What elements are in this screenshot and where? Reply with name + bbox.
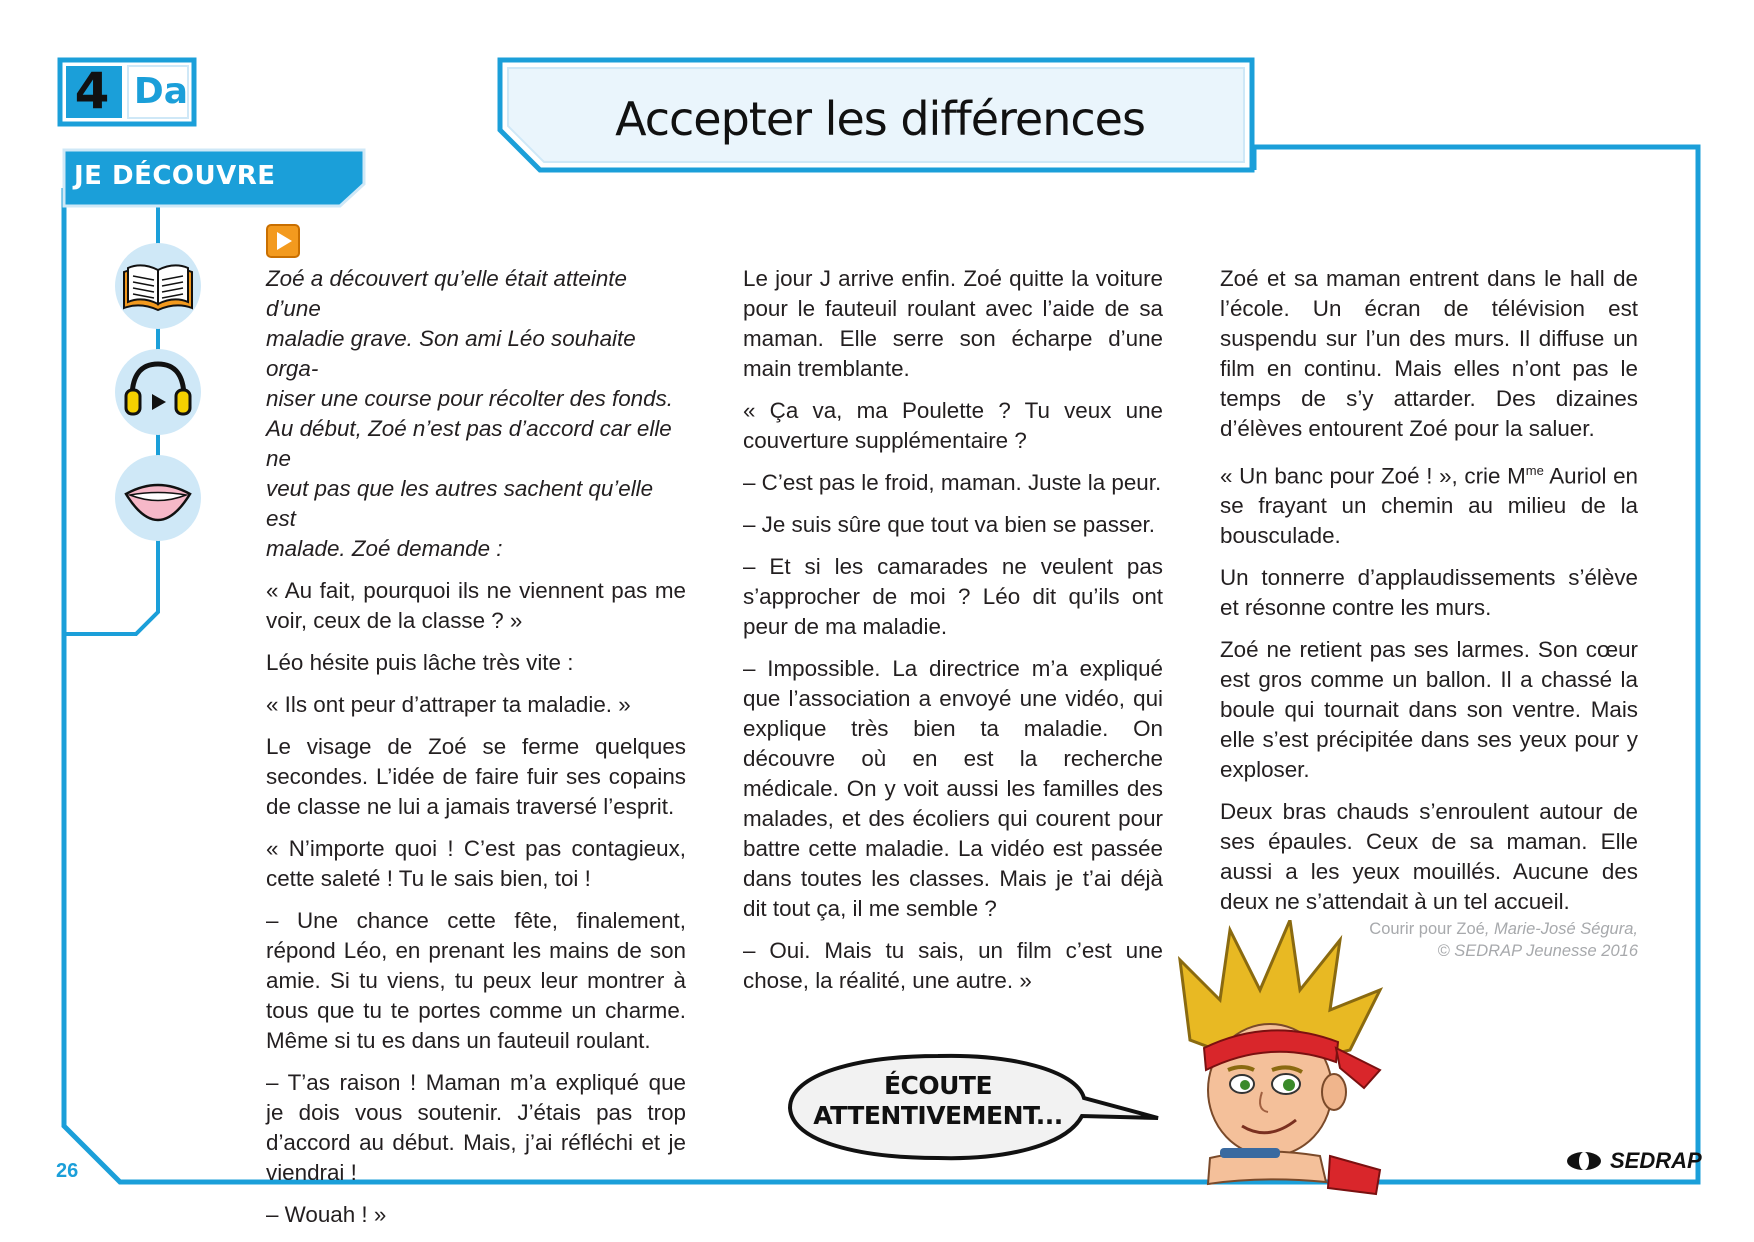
page-title: Accepter les différences (615, 92, 1145, 146)
mouth-icon (114, 454, 202, 542)
page-number: 26 (56, 1160, 79, 1182)
intro-line: Zoé a découvert qu’elle était atteinte d’une (266, 266, 627, 321)
paragraph: « Ça va, ma Poulette ? Tu veux une couverture supplémentaire ? (743, 398, 1163, 453)
copyright: © SEDRAP Jeunesse 2016 (1437, 942, 1638, 960)
paragraph: – Impossible. La directrice m’a expliqué que l’association a envoyé une vidéo, qui explique très bien ta maladie. On découvre où en est la recherche médicale. On y voit aussi les familles des malades, et des écoliers qui courent pour battre cette maladie. La vidéo est passée dans toutes les classes. Mais je t’ai déjà dit tout ça, il me semble ? (743, 656, 1163, 921)
intro-line: maladie grave. Son ami Léo souhaite orga- (266, 326, 636, 381)
paragraph: Un tonnerre d’applaudissements s’élève et résonne contre les murs. (1220, 565, 1638, 621)
mascot-boy-illustration (1150, 920, 1410, 1200)
paragraph: – Je suis sûre que tout va bien se passer. (743, 512, 1155, 537)
book-author: , Marie-José Ségura, (1484, 920, 1638, 938)
intro-line: niser une course pour récolter des fonds. (266, 386, 673, 411)
unit-code: Da (133, 71, 189, 112)
brand-name: SEDRAP (1610, 1148, 1702, 1173)
paragraph: – T’as raison ! Maman m’a expliqué que je dois vous soutenir. J’étais pas trop d’accord au début. Mais, j’ai réfléchi et je viendrai ! (266, 1070, 686, 1185)
paragraph: Le jour J arrive enfin. Zoé quitte la voiture pour le fauteuil roulant avec l’aide de sa maman. Elle serre son écharpe d’une main tremblante. (743, 266, 1163, 381)
paragraph: – Oui. Mais tu sais, un film c’est une chose, la réalité, une autre. » (743, 938, 1163, 993)
superscript: me (1525, 463, 1544, 478)
paragraph: Zoé ne retient pas ses larmes. Son cœur est gros comme un ballon. Il a chassé la boule qui tournait dans son ventre. Mais elle s’est précipitée dans ses yeux pour y exploser. (1220, 637, 1638, 783)
unit-number: 4 (74, 62, 110, 120)
bubble-line: ATTENTIVEMENT... (813, 1101, 1063, 1130)
paragraph: « N’importe quoi ! C’est pas contagieux, cette saleté ! Tu le sais bien, toi ! (266, 836, 686, 891)
paragraph: – Une chance cette fête, finalement, répond Léo, en prenant les mains de son amie. Si tu viens, tu peux leur montrer à tous que tu te portes comme un charme. Même si tu es dans un fauteuil roulant. (266, 908, 686, 1053)
paragraph: Deux bras chauds s’enroulent autour de ses épaules. Ceux de sa maman. Elle aussi a les yeux mouillés. Aucune des deux ne s’attendait à un tel accueil. (1220, 799, 1638, 915)
paragraph: – Et si les camarades ne veulent pas s’approcher de moi ? Léo dit qu’ils ont peur de ma maladie. (743, 554, 1163, 639)
paragraph: Léo hésite puis lâche très vite : (266, 650, 574, 675)
intro-line: Au début, Zoé n’est pas d’accord car elle ne (266, 416, 672, 471)
paragraph: Zoé et sa maman entrent dans le hall de l’école. Un écran de télévision est suspendu sur l’un des murs. Il diffuse un film en continu. Mais elles n’ont pas le temps de s’y attarder. Des dizaines d’élèves entourent Zoé pour la saluer. (1220, 266, 1638, 441)
paragraph-part: Auriol en se frayant un chemin au milieu de la bousculade. (1220, 463, 1638, 549)
text-column-1 (266, 264, 686, 1242)
text-column-2 (743, 264, 1163, 1008)
headphones-icon (114, 348, 202, 436)
intro-line: malade. Zoé demande : (266, 536, 503, 561)
paragraph: « Au fait, pourquoi ils ne viennent pas me voir, ceux de la classe ? » (266, 578, 686, 633)
section-label: JE DÉCOUVRE (74, 161, 276, 191)
paragraph: « Ils ont peur d’attraper ta maladie. » (266, 692, 631, 717)
sedrap-logo-icon (1566, 1151, 1602, 1171)
paragraph: Le visage de Zoé se ferme quelques secondes. L’idée de faire fuir ses copains de classe ne lui a jamais traversé l’esprit. (266, 734, 686, 819)
speech-bubble-text (802, 1071, 1074, 1131)
paragraph: – Wouah ! » (266, 1202, 387, 1227)
open-book-icon (114, 242, 202, 330)
bubble-line: ÉCOUTE (883, 1071, 993, 1100)
paragraph-part: « Un banc pour Zoé ! », crie M (1220, 463, 1526, 489)
play-icon[interactable] (266, 224, 300, 258)
intro-line: veut pas que les autres sachent qu’elle est (266, 476, 654, 531)
book-title: Courir pour Zoé (1369, 920, 1485, 938)
paragraph: – C’est pas le froid, maman. Juste la peur. (743, 470, 1162, 495)
paragraph (1220, 456, 1638, 551)
text-column-3 (1220, 264, 1638, 929)
